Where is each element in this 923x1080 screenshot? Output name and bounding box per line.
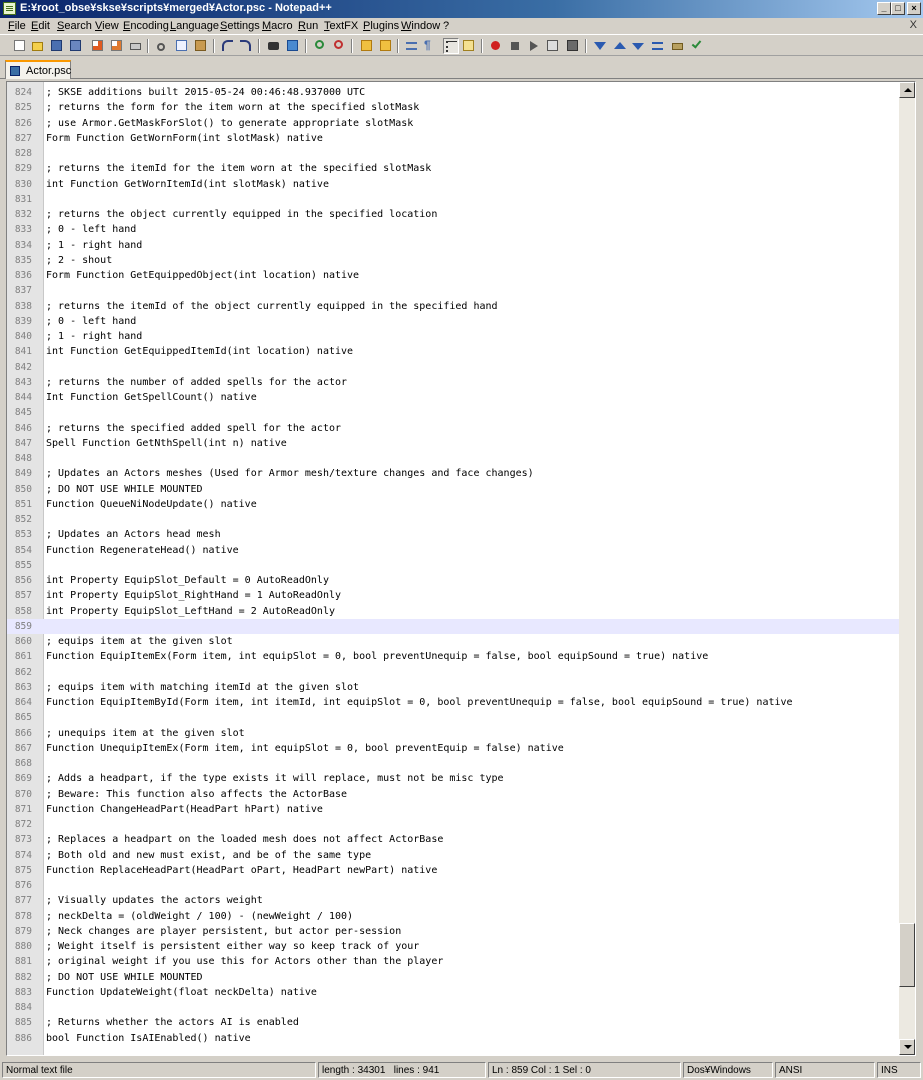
saved-file-icon [10,66,20,76]
vertical-scrollbar[interactable] [899,82,915,1055]
line-number: 850 [14,483,32,495]
save-all-icon[interactable] [68,38,84,54]
code-line[interactable] [7,451,900,466]
line-text: ; 0 - left hand [46,224,137,236]
tab-label: Actor.psc [26,65,72,77]
line-text: Function RegenerateHead() native [46,544,239,556]
code-line[interactable] [7,665,900,680]
line-number: 852 [14,514,32,525]
undo-icon[interactable] [220,38,236,54]
new-file-icon[interactable] [12,38,28,54]
line-text: ; Beware: This function also affects the ActorBase [46,788,348,800]
line-text: Function UpdateWeight(float neckDelta) native [46,986,317,998]
toolbar-separator [258,39,260,53]
status-length-lines [318,1062,486,1078]
code-line[interactable] [7,527,900,542]
line-number: 832 [14,209,32,220]
code-line[interactable] [7,1000,900,1015]
line-number: 878 [14,910,32,922]
line-number: 858 [14,605,32,617]
line-number: 841 [14,346,32,358]
line-text: ; returns the form for the item worn at the specified slotMask [46,102,420,114]
line-text: ; Neck changes are player persistent, but actor per-session [46,925,402,937]
save-macro-icon[interactable] [565,38,581,54]
scrollbar-thumb[interactable] [899,923,915,987]
line-text: ; Returns whether the actors AI is enabled [46,1017,299,1029]
code-line[interactable] [7,329,900,344]
line-text: ; Visually updates the actors weight [46,895,263,907]
line-number: 856 [14,575,32,586]
line-number: 838 [14,300,32,312]
maximize-button[interactable]: □ [891,2,905,15]
line-number: 828 [14,148,32,159]
replace-icon[interactable] [285,38,301,54]
copy-icon[interactable] [174,38,190,54]
code-line[interactable] [7,634,900,649]
open-file-icon[interactable] [30,38,46,54]
line-text: int Function GetEquippedItemId(int location) native [46,346,354,358]
zoom-in-icon[interactable] [313,38,329,54]
close-icon[interactable] [90,38,106,54]
code-line[interactable] [7,436,900,451]
menu-view[interactable]: View [95,20,119,32]
line-number: 855 [14,559,32,571]
status-insert-mode[interactable]: INS [877,1062,921,1078]
code-line[interactable] [7,970,900,985]
window-title: E:¥root_obse¥skse¥scripts¥merged¥Actor.psc - Notepad++ [20,2,332,14]
line-text: ; returns the number of added spells for the actor [46,376,348,388]
code-line[interactable] [7,787,900,802]
code-line[interactable] [7,954,900,969]
line-text: Form Function GetWornForm(int slotMask) native [46,132,323,144]
line-text: ; DO NOT USE WHILE MOUNTED [46,483,203,495]
close-window-button[interactable]: × [907,2,921,15]
code-line[interactable] [7,878,900,893]
line-number: 854 [14,544,32,556]
line-text: Function ReplaceHeadPart(HeadPart oPart, HeadPart newPart) native [46,864,438,876]
line-number: 864 [14,697,32,708]
sync-vertical-icon[interactable] [359,38,375,54]
run-macro-multiple-icon[interactable] [545,38,561,54]
code-line[interactable] [7,649,900,664]
line-text: Function UnequipItemEx(Form item, int equipSlot = 0, bool preventEquip = false) native [46,742,564,754]
word-wrap-icon[interactable] [404,38,420,54]
status-lines: lines : 941 [393,1065,440,1076]
code-line[interactable] [7,756,900,771]
line-number: 876 [14,880,32,891]
code-line[interactable] [7,131,900,146]
code-line[interactable] [7,924,900,939]
line-number: 880 [14,941,32,952]
text-editor[interactable] [6,81,916,1056]
line-number: 871 [14,803,32,815]
line-number: 825 [14,102,32,114]
scroll-up-button[interactable] [899,82,915,98]
paste-icon[interactable] [193,38,209,54]
find-icon[interactable] [266,38,282,54]
tools-icon[interactable] [670,38,686,54]
code-line[interactable] [7,344,900,359]
code-line[interactable] [7,619,900,634]
print-icon[interactable] [128,38,144,54]
line-text: ; equips item with matching itemId at the given slot [46,681,360,693]
line-text: ; DO NOT USE WHILE MOUNTED [46,971,203,983]
expand-icon[interactable] [650,38,666,54]
status-eol-format[interactable]: Dos¥Windows [683,1062,773,1078]
line-number: 857 [14,590,32,602]
line-text: ; Updates an Actors meshes (Used for Armor mesh/texture changes and face changes) [46,468,534,480]
code-line[interactable] [7,695,900,710]
code-line[interactable] [7,375,900,390]
line-number: 829 [14,163,32,175]
menu-edit[interactable]: Edit [31,20,50,32]
menu-macro[interactable]: Macro [262,20,293,32]
line-number: 851 [14,498,32,510]
code-line[interactable] [7,848,900,863]
title-bar[interactable] [0,0,923,18]
toolbar-separator [213,39,215,53]
toolbar-separator [481,39,483,53]
code-line[interactable] [7,146,900,161]
toolbar [0,34,923,56]
line-number: 849 [14,468,32,480]
line-text: ; 0 - left hand [46,315,137,327]
move-up-icon[interactable] [612,38,628,54]
code-line[interactable] [7,421,900,436]
line-text: ; Weight itself is persistent either way so keep track of your [46,941,420,952]
line-text: ; Updates an Actors head mesh [46,529,221,541]
line-number: 868 [14,758,32,769]
line-text: ; returns the itemId of the object currently equipped in the specified hand [46,300,498,312]
code-line[interactable] [7,832,900,847]
status-bar [0,1060,923,1080]
line-text: Function EquipItemEx(Form item, int equipSlot = 0, bool preventUnequip = false, bool equipSound = true) native [46,651,709,663]
code-line[interactable] [7,802,900,817]
redo-icon[interactable] [238,38,254,54]
code-line[interactable] [7,466,900,481]
cut-icon[interactable] [155,38,171,54]
code-line[interactable] [7,405,900,420]
line-number: 827 [14,132,32,144]
status-file-type: Normal text file [2,1062,316,1078]
line-number: 859 [14,620,32,632]
line-text: ; original weight if you use this for Actors other than the player [46,956,444,968]
record-macro-icon[interactable] [488,38,504,54]
code-line[interactable] [7,771,900,786]
line-text: Form Function GetEquippedObject(int location) native [46,270,360,281]
code-line[interactable] [7,939,900,954]
code-line[interactable] [7,100,900,115]
status-encoding[interactable]: ANSI [775,1062,875,1078]
line-number: 873 [14,834,32,846]
line-number: 877 [14,895,32,907]
line-number: 862 [14,666,32,678]
line-number: 826 [14,117,32,129]
code-line[interactable] [7,482,900,497]
code-line[interactable] [7,497,900,512]
line-text: ; returns the object currently equipped in the specified location [46,209,438,220]
line-text: bool Function IsAIEnabled() native [46,1032,251,1044]
close-all-icon[interactable] [109,38,125,54]
line-number: 870 [14,788,32,800]
status-position: Ln : 859 Col : 1 Sel : 0 [488,1062,681,1078]
code-line[interactable] [7,985,900,1000]
line-text: ; Adds a headpart, if the type exists it will replace, must not be misc type [46,773,504,785]
move-down-icon[interactable] [630,38,646,54]
line-number: 853 [14,529,32,541]
line-number: 835 [14,254,32,266]
line-number: 831 [14,193,32,205]
line-number: 861 [14,651,32,663]
line-text: ; 2 - shout [46,254,113,266]
code-line[interactable] [7,710,900,725]
line-number: 881 [14,956,32,968]
menu-run[interactable]: Run [298,20,319,32]
scroll-down-button[interactable] [899,1039,915,1055]
line-number: 865 [14,712,32,724]
status-length: length : 34301 [322,1065,386,1076]
line-text: ; SKSE additions built 2015-05-24 00:46:48.937000 UTC [46,87,366,98]
line-number: 840 [14,331,32,342]
line-text: ; 1 - right hand [46,239,143,251]
menu-file[interactable]: File [8,20,26,32]
code-line[interactable] [7,360,900,375]
line-number: 884 [14,1002,32,1013]
line-number: 834 [14,239,32,251]
zoom-out-icon[interactable] [332,38,348,54]
menu-encoding[interactable]: Encoding [123,20,169,32]
close-document-button[interactable]: X [909,19,917,31]
line-number: 860 [14,636,32,647]
code-line[interactable] [7,573,900,588]
code-line[interactable] [7,390,900,405]
code-line[interactable] [7,909,900,924]
line-number: 845 [14,407,32,419]
code-line[interactable] [7,604,900,619]
line-number: 886 [14,1032,32,1044]
toolbar-separator [351,39,353,53]
menu-search[interactable]: Search [57,20,92,32]
code-line[interactable] [7,85,900,100]
code-line[interactable] [7,222,900,237]
code-line[interactable] [7,207,900,222]
toolbar-separator [397,39,399,53]
minimize-button[interactable]: _ [877,2,891,15]
code-line[interactable] [7,512,900,527]
code-line[interactable] [7,817,900,832]
line-number: 847 [14,437,32,449]
code-line[interactable] [7,1015,900,1030]
line-text: Function EquipItemById(Form item, int itemId, int equipSlot = 0, bool preventUnequip = false, bool equipSound = true) native [46,697,793,708]
spellcheck-icon[interactable] [689,38,705,54]
user-language-icon[interactable] [461,38,477,54]
line-number: 885 [14,1017,32,1029]
code-line[interactable] [7,192,900,207]
collapse-icon[interactable] [592,38,608,54]
tab-bar [0,57,923,79]
line-number: 882 [14,971,32,983]
code-line[interactable] [7,543,900,558]
line-number: 844 [14,392,32,403]
line-number: 846 [14,422,32,434]
line-text: Function ChangeHeadPart(HeadPart hPart) native [46,803,323,815]
code-line[interactable] [7,680,900,695]
code-line[interactable] [7,283,900,298]
line-text: ; returns the itemId for the item worn at the specified slotMask [46,163,432,175]
code-line[interactable] [7,314,900,329]
line-text: ; equips item at the given slot [46,636,233,647]
line-text: ; unequips item at the given slot [46,727,245,739]
code-line[interactable] [7,588,900,603]
line-number: 879 [14,925,32,937]
line-number: 863 [14,681,32,693]
line-text: ; use Armor.GetMaskForSlot() to generate appropriate slotMask [46,117,414,129]
code-line[interactable] [7,268,900,283]
line-number: 874 [14,849,32,861]
line-number: 830 [14,178,32,190]
line-text: ; Replaces a headpart on the loaded mesh does not affect ActorBase [46,834,444,846]
line-number: 872 [14,819,32,830]
line-number: 837 [14,285,32,297]
code-lines [7,85,900,1046]
menu-bar [0,18,923,34]
play-macro-icon[interactable] [526,38,542,54]
notepad-app-icon[interactable] [3,2,16,15]
code-line[interactable] [7,726,900,741]
stop-macro-icon[interactable] [507,38,523,54]
code-line[interactable] [7,558,900,573]
line-text: ; 1 - right hand [46,331,143,342]
line-number: 843 [14,376,32,388]
code-line[interactable] [7,161,900,176]
line-text: Int Function GetSpellCount() native [46,392,257,403]
line-number: 867 [14,742,32,754]
line-number: 875 [14,864,32,876]
code-line[interactable] [7,238,900,253]
code-line[interactable] [7,893,900,908]
line-text: ; neckDelta = (oldWeight / 100) - (newWeight / 100) [46,910,354,922]
line-text: ; Both old and new must exist, and be of the same type [46,849,372,861]
line-number: 866 [14,727,32,739]
line-text: int Function GetWornItemId(int slotMask) native [46,178,329,190]
line-number: 833 [14,224,32,236]
code-line[interactable] [7,1031,900,1046]
code-line[interactable] [7,741,900,756]
code-line[interactable] [7,177,900,192]
line-text: Function QueueNiNodeUpdate() native [46,498,257,510]
menu-language[interactable]: Language [170,20,219,32]
toolbar-separator [305,39,307,53]
line-number: 839 [14,315,32,327]
line-text: ; returns the specified added spell for the actor [46,422,342,434]
show-all-chars-icon[interactable]: ¶ [424,38,431,52]
toolbar-separator [147,39,149,53]
line-text: int Property EquipSlot_Default = 0 AutoReadOnly [46,575,329,586]
line-number: 824 [14,87,32,98]
code-line[interactable] [7,253,900,268]
line-text: int Property EquipSlot_LeftHand = 2 AutoReadOnly [46,605,335,617]
line-number: 848 [14,453,32,464]
toolbar-separator [585,39,587,53]
sync-horizontal-icon[interactable] [378,38,394,54]
code-line[interactable] [7,863,900,878]
code-line[interactable] [7,116,900,131]
line-number: 883 [14,986,32,998]
line-number: 836 [14,270,32,281]
menu-plugins[interactable]: Plugins [363,20,400,32]
line-number: 842 [14,361,32,373]
indent-guide-icon[interactable] [443,38,459,54]
menu-window[interactable]: Window [401,20,441,32]
line-text: int Property EquipSlot_RightHand = 1 AutoReadOnly [46,590,342,602]
menu-help[interactable]: ? [443,20,450,32]
code-line[interactable] [7,299,900,314]
save-icon[interactable] [49,38,65,54]
line-text: Spell Function GetNthSpell(int n) native [46,437,287,449]
line-number: 869 [14,773,32,785]
tab-actor-psc[interactable] [5,60,71,79]
menu-settings[interactable]: Settings [220,20,260,32]
menu-textfx[interactable]: TextFX [324,20,359,32]
